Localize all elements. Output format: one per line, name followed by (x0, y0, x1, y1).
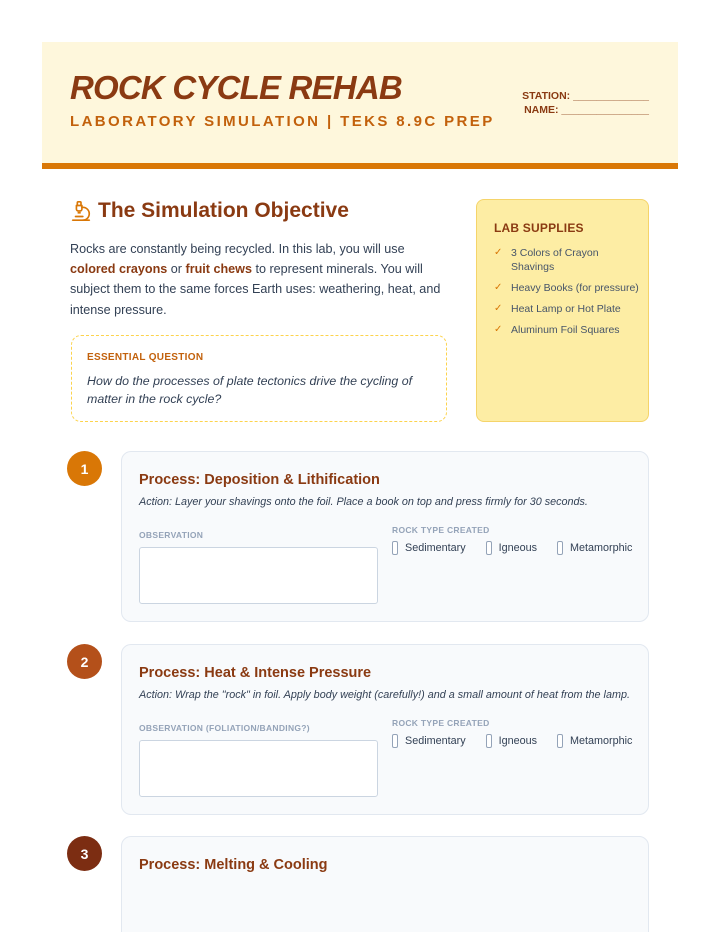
essential-question-text: How do the processes of plate tectonics drive the cycling of matter in the rock cycle? (87, 374, 413, 406)
option-label: Igneous (498, 542, 538, 554)
microscope-icon (70, 200, 92, 222)
supply-item (494, 281, 639, 295)
step-number-badge: 2 (67, 644, 102, 679)
rock-type-options (392, 734, 652, 748)
checkbox[interactable] (392, 734, 398, 748)
student-info (522, 89, 649, 117)
essential-question-box (71, 335, 447, 422)
option-label: Igneous (498, 735, 538, 747)
step-card-heat-pressure (121, 644, 649, 815)
checkbox[interactable] (557, 734, 563, 748)
step-title: Process: Deposition & Lithification (139, 472, 380, 488)
step-action: Action: Layer your shavings onto the foil. Place a book on top and press firmly for 30 seconds. (139, 496, 588, 508)
lab-supplies-panel (476, 199, 649, 422)
worksheet-page (42, 42, 678, 932)
name-field[interactable]: NAME: _______________ (524, 104, 649, 116)
option-label: Metamorphic (570, 735, 633, 747)
supplies-list (494, 246, 639, 344)
checkbox[interactable] (557, 541, 563, 555)
objective-text: or (167, 262, 186, 277)
objective-heading (70, 199, 349, 223)
objective-body (70, 239, 446, 320)
step-card-deposition (121, 451, 649, 622)
objective-text: to represent minerals. You will subject them to the same forces Earth uses: weathering, heat, and intense pressure. (70, 262, 441, 317)
supply-item-label: 3 Colors of Crayon Shavings (511, 247, 599, 273)
observation-input[interactable] (139, 740, 378, 797)
objective-text: Rocks are constantly being recycled. In this lab, you will use (70, 242, 405, 256)
checkbox[interactable] (392, 541, 398, 555)
rock-type-label: ROCK TYPE CREATED (392, 718, 490, 728)
step-action: Action: Wrap the "rock" in foil. Apply body weight (carefully!) and a small amount of heat from the lamp. (139, 689, 630, 701)
header-banner (42, 42, 678, 169)
observation-input[interactable] (139, 547, 378, 604)
supply-item (494, 302, 639, 316)
checkbox[interactable] (486, 734, 492, 748)
rock-type-options (392, 541, 652, 555)
option-label: Sedimentary (405, 542, 466, 554)
station-field[interactable]: STATION: _____________ (522, 90, 649, 102)
step-number-badge: 3 (67, 836, 102, 871)
option-sedimentary[interactable] (392, 734, 466, 748)
objective-highlight-crayons: colored crayons (70, 262, 168, 277)
supply-item-label: Aluminum Foil Squares (511, 324, 620, 336)
option-igneous[interactable] (486, 734, 537, 748)
check-icon: ✓ (494, 324, 503, 335)
page-title: ROCK CYCLE REHAB (70, 69, 402, 106)
supply-item (494, 323, 639, 337)
observation-label: OBSERVATION (FOLIATION/BANDING?) (139, 723, 310, 733)
check-icon: ✓ (494, 247, 503, 258)
objective-heading-text: The Simulation Objective (98, 199, 349, 222)
supply-item-label: Heavy Books (for pressure) (511, 282, 639, 294)
supply-item-label: Heat Lamp or Hot Plate (511, 303, 621, 315)
lab-supplies-heading: LAB SUPPLIES (494, 221, 584, 235)
essential-question-label: ESSENTIAL QUESTION (87, 352, 204, 363)
option-metamorphic[interactable] (557, 541, 632, 555)
step-card-melting-cooling (121, 836, 649, 932)
check-icon: ✓ (494, 303, 503, 314)
page-subtitle: LABORATORY SIMULATION | TEKS 8.9C PREP (70, 113, 495, 130)
option-label: Metamorphic (570, 542, 633, 554)
option-label: Sedimentary (405, 735, 466, 747)
step-title: Process: Melting & Cooling (139, 857, 328, 873)
check-icon: ✓ (494, 282, 503, 293)
step-title: Process: Heat & Intense Pressure (139, 665, 372, 681)
option-sedimentary[interactable] (392, 541, 466, 555)
supply-item (494, 246, 639, 274)
objective-highlight-fruit-chews: fruit chews (185, 262, 252, 277)
option-igneous[interactable] (486, 541, 537, 555)
option-metamorphic[interactable] (557, 734, 632, 748)
observation-label: OBSERVATION (139, 530, 204, 540)
rock-type-label: ROCK TYPE CREATED (392, 525, 490, 535)
step-number-badge: 1 (67, 451, 102, 486)
checkbox[interactable] (486, 541, 492, 555)
